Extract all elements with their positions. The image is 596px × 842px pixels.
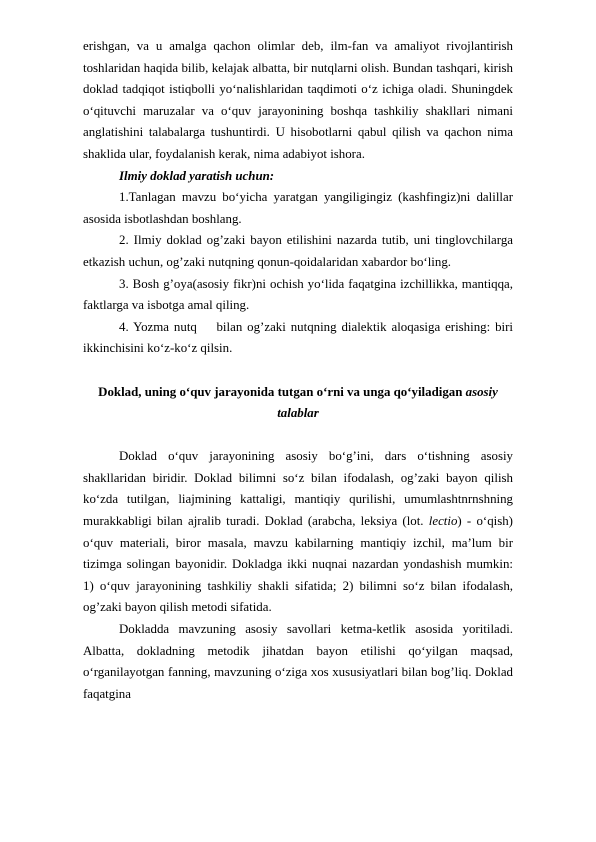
- list-item-3: 3. Bosh g’oya(asosiy fikr)ni ochish yo‘lida faqatgina izchillikka, mantiqqa, faktlarga va isbotga amal qiling.: [83, 276, 513, 313]
- body-paragraph-1-after: ) - o‘qish) o‘quv materiali, biror masala, mavzu kabilarning mantiqiy izchil, ma’lum bir tizimga solingan bayonidir. Dokladga ikki nuqnai nazardan yondashish mumkin: 1) o‘quv jarayonining tashkiliy shakli sifatida; 2) bilimni so‘z bilan ifodalash, og’zaki bayon qilish metodi sifatida.: [83, 514, 513, 615]
- body-paragraph-2: Dokladda mavzuning asosiy savollari ketma-ketlik asosida yoritiladi. Albatta, dokladning metodik jihatdan bayon etilishi qo‘yilgan maqsad, o‘rganilayotgan fanning, mavzuning o‘ziga xos xususiyatlari bilan bog’liq. Doklad faqatgina: [83, 622, 513, 701]
- lead-heading: Ilmiy doklad yaratish uchun:: [119, 168, 275, 183]
- body-paragraph-1: [83, 446, 513, 619]
- list-item-2: 2. Ilmiy doklad og’zaki bayon etilishini nazarda tutib, uni tinglovchilarga etkazish uchun, og’zaki nutqning qonun-qoidalaridan xabardor bo‘ling.: [83, 233, 513, 269]
- section-title-italic-2: talablar: [277, 406, 319, 421]
- list-item-1: 1.Tanlagan mavzu bo‘yicha yaratgan yangiligingiz (kashfingiz)ni dalillar asosida isbotlashdan boshlang.: [83, 190, 513, 226]
- list-item-4: 4. Yozma nutq bilan og’zaki nutqning dialektik aloqasiga erishing: biri ikkinchisini ko‘z-ko‘z qilsin.: [83, 319, 517, 356]
- body-paragraph-1-before: Doklad o‘quv jarayonining asosiy bo‘g’ini, dars o‘tishning asosiy shakllaridan biridir. Doklad bilimni so‘z bilan ifodalash, og’zaki bayon qilish ko‘zda tutilgan, liajmining kattaligi, mantiqiy qurilishi, umumlashtnrnshning murakkabligi bilan ajralib turadi. Doklad (arabcha, leksiya (lot.: [83, 449, 513, 529]
- section-title-italic-1: asosiy: [465, 384, 498, 399]
- intro-paragraph: erishgan, va u amalga qachon olimlar deb, ilm-fan va amaliyot rivojlantirish toshlaridan haqida bilib, kelajak albatta, bir nutqlarni olish. Bundan tashqari, kirish doklad tadqiqot istiqbolli yo‘nalishlaridan taqdimoti o‘z ichiga oladi. Shuningdek o‘qituvchi maruzalar va o‘quv jarayonining boshqa tashkiliy shakllari nimani anglatishini talabalarga tushuntirdi. U hisobotlarni qabul qilish va qachon nima shaklida ular, foydalanish kerak, nima adabiyot ishora.: [83, 39, 513, 161]
- section-title-main: Doklad, uning o‘quv jarayonida tutgan o‘rni va unga qo‘yiladigan: [98, 384, 466, 399]
- blank-line: [83, 425, 513, 447]
- document-page: [83, 36, 517, 705]
- blank-line: [83, 360, 513, 382]
- section-title: [83, 382, 513, 425]
- body-paragraph-1-italic: lectio: [428, 514, 458, 529]
